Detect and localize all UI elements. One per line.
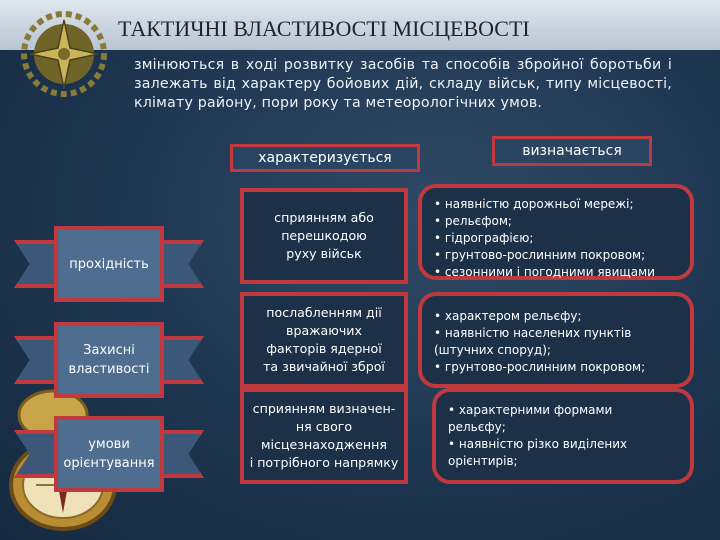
property-ribbon-orientation [14, 416, 204, 492]
characterized-line: та звичайної зброї [263, 359, 385, 374]
determined-line: • наявністю населених пунктів [434, 326, 632, 340]
property-ribbon-protective [14, 322, 204, 398]
property-label: умови орієнтування [54, 416, 164, 492]
determined-box [432, 388, 694, 484]
characterized-line: місцезнаходження [261, 437, 387, 452]
determined-line: • грунтово-рослинним покровом; [434, 360, 646, 374]
determined-line: рельєфу; [448, 420, 506, 434]
determined-line: • рельєфом; [434, 214, 512, 228]
determined-line: • характерними формами [448, 403, 613, 417]
characterized-line: сприянням або [274, 210, 374, 225]
characterized-box [240, 292, 408, 388]
tag-determined: визначається [492, 136, 652, 166]
page-title: ТАКТИЧНІ ВЛАСТИВОСТІ МІСЦЕВОСТІ [118, 16, 530, 41]
characterized-line: факторів ядерної [266, 341, 382, 356]
determined-line: орієнтирів; [448, 454, 518, 468]
determined-line: • гідрографією; [434, 231, 534, 245]
military-star-emblem-icon [14, 8, 114, 108]
determined-line: • сезонними і погодними явищами [434, 265, 655, 279]
characterized-line: і потрібного напрямку [249, 455, 399, 470]
property-label: прохідність [54, 226, 164, 302]
property-ribbon-passability [14, 226, 204, 302]
characterized-line: ня свого [295, 419, 353, 434]
determined-line: • характером рельєфу; [434, 309, 582, 323]
characterized-box [240, 188, 408, 284]
property-label: Захисні властивості [54, 322, 164, 398]
characterized-line: руху військ [286, 246, 362, 261]
determined-line: (штучних споруд); [434, 343, 551, 357]
characterized-line: перешкодою [281, 228, 367, 243]
characterized-box [240, 388, 408, 484]
determined-line: • наявністю дорожньої мережі; [434, 197, 634, 211]
characterized-line: послабленням дії [266, 305, 382, 320]
determined-box [418, 292, 694, 388]
determined-line: • наявністю різко виділених [448, 437, 628, 451]
intro-text: змінюються в ході розвитку засобів та способів збройної боротьби і залежать від характеру бойових дій, складу військ, типу місцевості, клімату району, пори року та метеорологічних умов. [134, 57, 672, 111]
tag-characterized: характеризується [230, 144, 420, 172]
characterized-line: вражаючих [286, 323, 362, 338]
characterized-line: сприянням визначен- [252, 401, 396, 416]
determined-line: • грунтово-рослинним покровом; [434, 248, 646, 262]
determined-box [418, 184, 694, 280]
